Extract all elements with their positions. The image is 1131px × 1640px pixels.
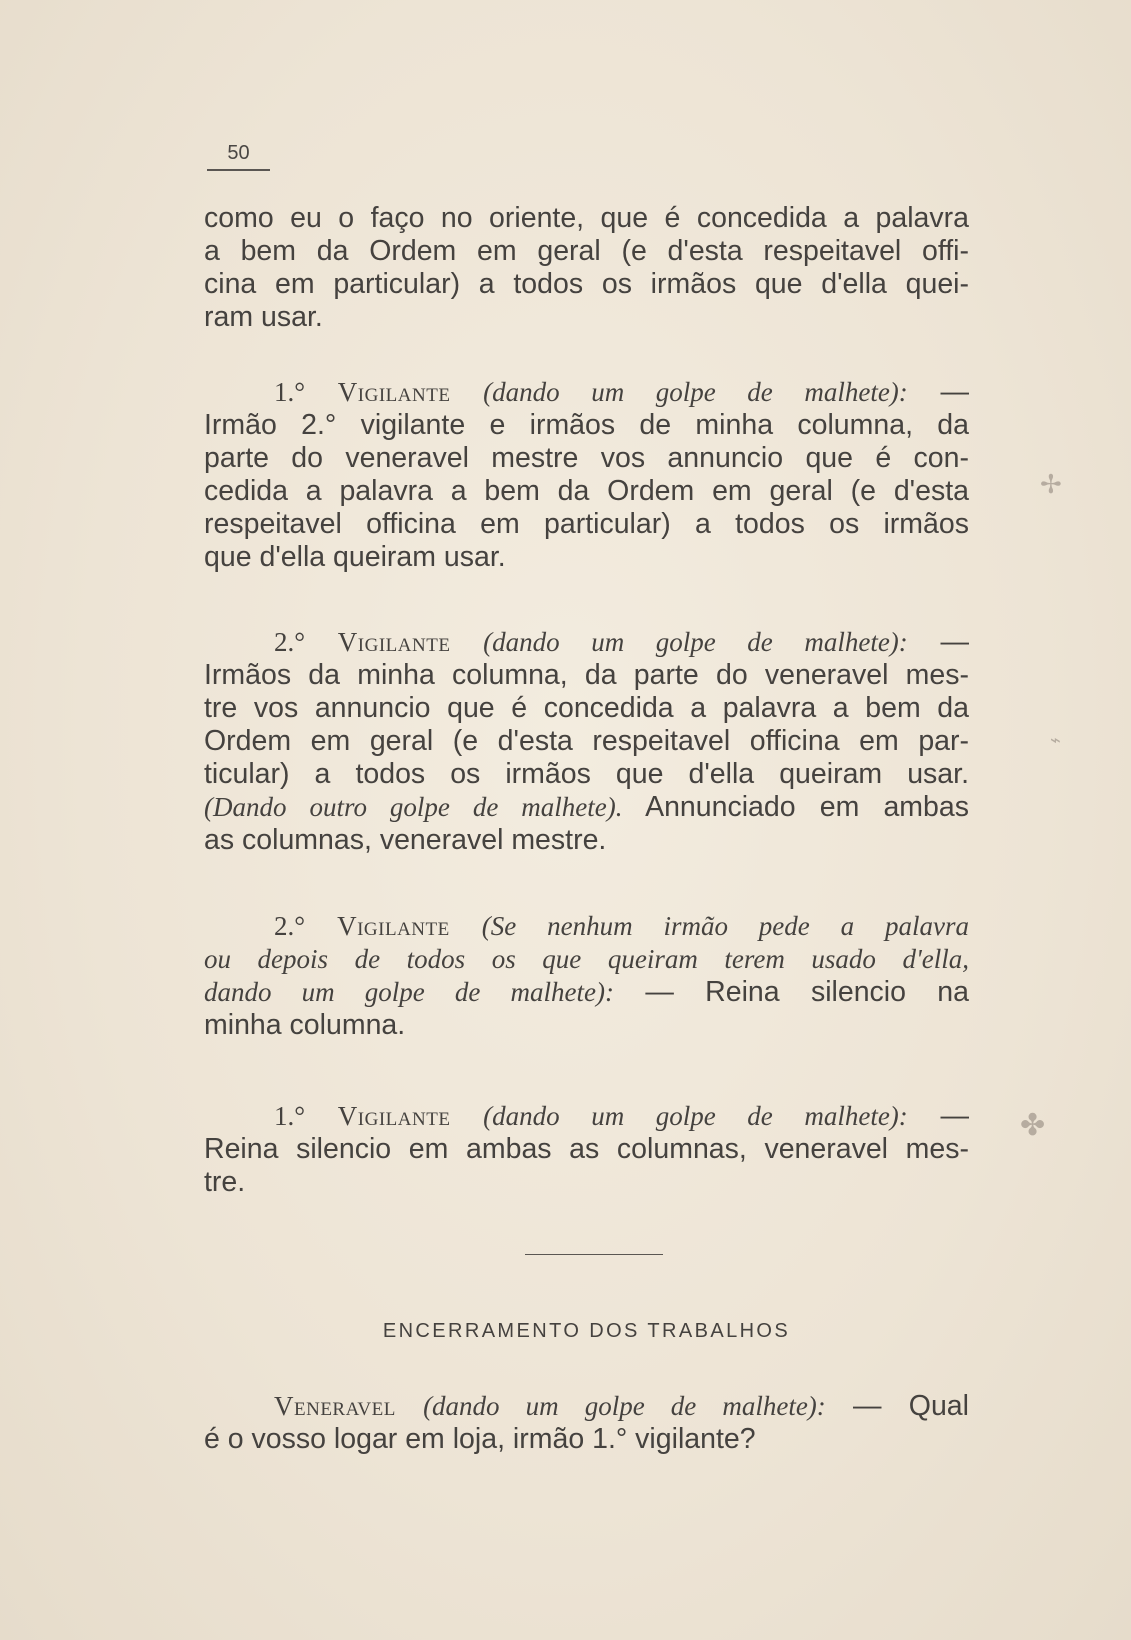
- speaker-name: Vigilante: [337, 1101, 451, 1131]
- text-line: tre vos annuncio que é concedida a palavra a bem da: [204, 692, 969, 724]
- ordinal: 2.°: [274, 627, 306, 657]
- em-dash: —: [940, 376, 970, 408]
- stage-direction: (dando um golpe de malhete):: [483, 377, 908, 407]
- paragraph-continuation: [204, 202, 969, 334]
- stage-direction: (dando um golpe de malhete):: [483, 1101, 908, 1131]
- speaker-name: Veneravel: [274, 1391, 396, 1421]
- speaker-line: [204, 626, 969, 659]
- text-line: [204, 976, 969, 1009]
- text-line: as columnas, veneravel mestre.: [204, 824, 607, 856]
- paragraph-first-vigilante: [204, 376, 969, 574]
- speaker-name: Vigilante: [337, 627, 451, 657]
- paragraph-second-vigilante-silence: [204, 910, 969, 1042]
- speaker-line: [204, 1390, 969, 1423]
- text-line: como eu o faço no oriente, que é concedida a palavra: [204, 202, 969, 234]
- stage-direction: ou depois de todos os que queiram terem usado d'ella,: [204, 944, 969, 974]
- speaker-name: Vigilante: [337, 911, 450, 941]
- text-line: Ordem em geral (e d'esta respeitavel officina em par-: [204, 725, 969, 757]
- stage-direction: (Se nenhum irmão pede a palavra: [481, 911, 969, 941]
- text-fragment: — Qual: [853, 1390, 969, 1422]
- text-line: parte do veneravel mestre vos annuncio que é con-: [204, 442, 969, 474]
- text-line: cedida a palavra a bem da Ordem em geral (e d'esta: [204, 475, 969, 507]
- text-line: é o vosso logar em loja, irmão 1.° vigilante?: [204, 1423, 756, 1455]
- speaker-name: Vigilante: [337, 377, 451, 407]
- text-line: tre.: [204, 1166, 246, 1198]
- speaker-line: [204, 376, 969, 409]
- ordinal: 2.°: [274, 911, 306, 941]
- text-line: ram usar.: [204, 301, 323, 333]
- text-line: Reina silencio em ambas as columnas, veneravel mes-: [204, 1133, 969, 1165]
- section-heading: ENCERRAMENTO DOS TRABALHOS: [382, 1320, 791, 1342]
- paper-stain-icon: ✤: [1020, 1108, 1046, 1143]
- text-fragment: Annunciado em ambas: [645, 791, 969, 823]
- text-line: [204, 943, 969, 976]
- paragraph-veneravel: [204, 1390, 969, 1456]
- stage-direction: (dando um golpe de malhete):: [423, 1391, 826, 1421]
- text-line: ticular) a todos os irmãos que d'ella queiram usar.: [204, 758, 969, 790]
- speaker-line: [204, 1100, 969, 1133]
- stage-direction: dando um golpe de malhete):: [204, 977, 615, 1007]
- text-line: cina em particular) a todos os irmãos que d'ella quei-: [204, 268, 969, 300]
- ordinal: 1.°: [274, 1101, 306, 1131]
- section-divider: [525, 1254, 663, 1255]
- text-line: respeitavel officina em particular) a todos os irmãos: [204, 508, 969, 540]
- stage-direction: (dando um golpe de malhete):: [483, 627, 908, 657]
- text-line: [204, 791, 969, 824]
- paragraph-second-vigilante: [204, 626, 969, 857]
- em-dash: —: [940, 626, 970, 658]
- paper-stain-icon: ✢: [1040, 470, 1062, 500]
- text-line: Irmão 2.° vigilante e irmãos de minha columna, da: [204, 409, 969, 441]
- speaker-line: [204, 910, 969, 943]
- text-line: que d'ella queiram usar.: [204, 541, 506, 573]
- stage-direction: (Dando outro golpe de malhete).: [204, 792, 623, 822]
- text-fragment: — Reina silencio na: [645, 976, 970, 1008]
- text-line: Irmãos da minha columna, da parte do veneravel mes-: [204, 659, 969, 691]
- text-line: minha columna.: [204, 1009, 406, 1041]
- paragraph-first-vigilante-silence: [204, 1100, 969, 1199]
- em-dash: —: [940, 1100, 970, 1132]
- page-number: 50: [207, 142, 270, 171]
- text-line: a bem da Ordem em geral (e d'esta respeitavel offi-: [204, 235, 969, 267]
- ordinal: 1.°: [274, 377, 306, 407]
- paper-stain-icon: ⌁: [1050, 730, 1061, 751]
